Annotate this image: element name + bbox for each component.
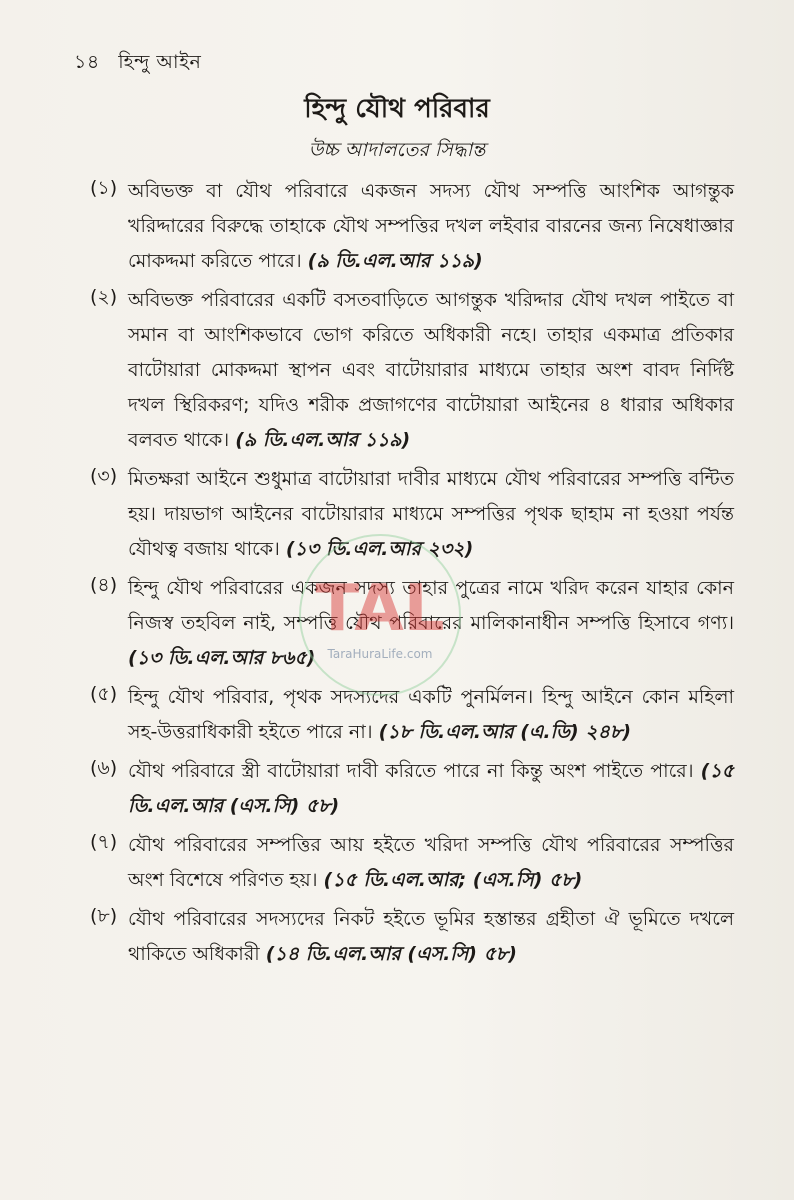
item-number: (৮)	[90, 905, 118, 927]
item-text-block	[128, 174, 734, 279]
item-text: যৌথ পরিবারে স্ত্রী বাটোয়ারা দাবী করিতে পারে না কিন্তু অংশ পাইতে পারে।	[128, 760, 694, 782]
item-text: অবিভক্ত পরিবারের একটি বসতবাড়িতে আগন্তুক খরিদ্দার যৌথ দখল পাইতে বা সমান বা আংশিকভাবে ভোগ করিতে অধিকারী নহে। তাহার একমাত্র প্রতিকার বাটোয়ারা মোকদ্দমা স্থাপন এবং বাটোয়ারার মাধ্যমে তাহার অংশ বাবদ নির্দিষ্ট দখল স্থিরিকরণ; যদিও শরীক প্রজাগণের বাটোয়ারা আইনের ৪ ধারার অধিকার বলবত থাকে।	[128, 289, 734, 451]
item-text: হিন্দু যৌথ পরিবার, পৃথক সদস্যদের একটি পুনর্মিলন। হিন্দু আইনে কোন মহিলা সহ-উত্তরাধিকারী হইতে পারে না।	[128, 686, 734, 743]
watermark-site-text: TaraHuraLife.com	[327, 647, 433, 661]
item-text: অবিভক্ত বা যৌথ পরিবারে একজন সদস্য যৌথ সম্পত্তি আংশিক আগন্তুক খরিদ্দারের বিরুদ্ধে তাহাকে যৌথ সম্পত্তির দখল লইবার বারনের জন্য নিষেধাজ্ঞার মোকদ্দমা করিতে পারে।	[128, 180, 734, 272]
item-text: হিন্দু যৌথ পরিবারের একজন সদস্য তাহার পুত্রের নামে খরিদ করেন যাহার কোন নিজস্ব তহবিল নাই, সম্পত্তি যৌথ পরিবারের মালিকানাধীন সম্পত্তি হিসাবে গণ্য।	[128, 577, 734, 634]
item-text-block	[128, 571, 734, 676]
item-text-block	[128, 754, 734, 824]
running-header	[74, 48, 201, 80]
item-citation: (১৮ ডি.এল.আর (এ.ডি) ২৪৮)	[378, 721, 631, 743]
item-number: (১)	[90, 177, 118, 199]
item-citation: (১৪ ডি.এল.আর (এস.সি) ৫৮)	[265, 943, 517, 965]
item-number: (৭)	[90, 831, 118, 853]
item-text-block	[128, 462, 734, 567]
list-item	[92, 680, 734, 750]
item-citation: (৯ ডি.এল.আর ১১৯)	[235, 429, 411, 451]
running-title: হিন্দু আইন	[118, 51, 202, 73]
item-number: (৪)	[90, 574, 118, 596]
decisions-list	[92, 174, 734, 976]
item-text: যৌথ পরিবারের সদস্যদের নিকট হইতে ভূমির হস্তান্তর গ্রহীতা ঐ ভূমিতে দখলে থাকিতে অধিকারী	[128, 908, 734, 965]
list-item	[92, 902, 734, 972]
item-text-block	[128, 902, 734, 972]
watermark-logo-text: TAL	[315, 572, 445, 646]
item-text: মিতক্ষরা আইনে শুধুমাত্র বাটোয়ারা দাবীর মাধ্যমে যৌথ পরিবারের সম্পত্তি বন্টিত হয়। দায়ভাগ আইনের বাটোয়ারার মাধ্যমে সম্পত্তির পৃথক ছাহাম না হওয়া পর্যন্ত যৌথত্ব বজায় থাকে।	[128, 468, 734, 560]
list-item	[92, 283, 734, 458]
section-title: হিন্দু যৌথ পরিবার	[304, 94, 490, 124]
item-citation: (১৫ ডি.এল.আর (এস.সি) ৫৮)	[128, 760, 734, 817]
section-subtitle: উচ্চ আদালতের সিদ্ধান্ত	[308, 139, 486, 161]
list-item	[92, 828, 734, 898]
item-number: (৬)	[90, 757, 118, 779]
list-item	[92, 462, 734, 567]
item-text: যৌথ পরিবারের সম্পত্তির আয় হইতে খরিদা সম্পত্তি যৌথ পরিবারের সম্পত্তির অংশ বিশেষে পরিণত হয়।	[128, 834, 734, 891]
item-citation: (১৫ ডি.এল.আর; (এস.সি) ৫৮)	[323, 869, 583, 891]
list-item	[92, 571, 734, 676]
item-text-block	[128, 283, 734, 458]
item-number: (৫)	[90, 683, 118, 705]
item-text-block	[128, 828, 734, 898]
page-number: ১৪	[74, 51, 100, 73]
item-number: (২)	[90, 286, 118, 308]
item-citation: (১৩ ডি.এল.আর ২৩২)	[285, 538, 474, 560]
item-citation: (১৩ ডি.এল.আর ৮৬৫)	[128, 647, 316, 669]
item-number: (৩)	[90, 465, 118, 487]
item-citation: (৯ ডি.এল.আর ১১৯)	[307, 250, 483, 272]
item-text-block	[128, 680, 734, 750]
list-item	[92, 174, 734, 279]
list-item	[92, 754, 734, 824]
